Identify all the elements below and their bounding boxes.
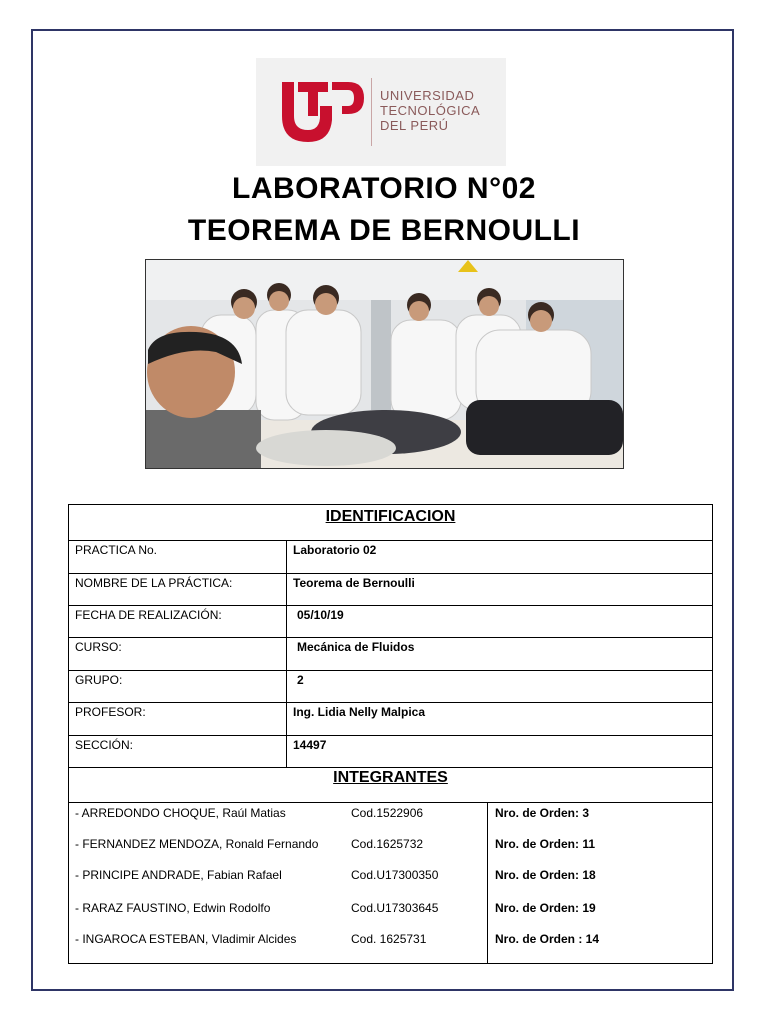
- row-label: FECHA DE REALIZACIÓN:: [75, 608, 222, 622]
- member-name: - ARREDONDO CHOQUE, Raúl Matias: [75, 806, 286, 820]
- member-code: Cod.U17300350: [351, 868, 439, 882]
- members-list: [69, 803, 712, 963]
- identification-header: [69, 505, 712, 541]
- members-header-text: INTEGRANTES: [333, 769, 448, 786]
- member-order: Nro. de Orden : 14: [495, 932, 600, 946]
- row-label: CURSO:: [75, 640, 122, 654]
- cell-divider: [286, 638, 287, 670]
- member-order: Nro. de Orden: 18: [495, 868, 596, 882]
- logo-separator: [371, 78, 372, 146]
- identification-table: [68, 504, 713, 964]
- row-label: SECCIÓN:: [75, 738, 134, 752]
- list-item: [69, 932, 712, 952]
- logo-text: [380, 88, 480, 133]
- logo-line-2: TECNOLÓGICA: [380, 103, 481, 118]
- table-row: [69, 703, 712, 736]
- document-title-line-2: TEOREMA DE BERNOULLI: [187, 214, 581, 247]
- row-value: Mecánica de Fluidos: [297, 640, 415, 654]
- cell-divider: [286, 703, 287, 735]
- cell-divider: [286, 736, 287, 767]
- members-header: [69, 768, 712, 803]
- table-row: [69, 671, 712, 703]
- table-row: [69, 606, 712, 638]
- utp-logo-icon: [278, 76, 368, 148]
- row-label: PRACTICA No.: [75, 543, 158, 557]
- row-label: GRUPO:: [75, 673, 123, 687]
- member-code: Cod.U17303645: [351, 901, 439, 915]
- member-code: Cod. 1625731: [351, 932, 427, 946]
- university-logo: [256, 58, 506, 166]
- row-label: PROFESOR:: [75, 705, 146, 719]
- document-title-line-1: LABORATORIO N°02: [232, 172, 536, 205]
- list-item: [69, 868, 712, 888]
- list-item: [69, 806, 712, 826]
- row-label: NOMBRE DE LA PRÁCTICA:: [75, 576, 233, 590]
- row-value: 14497: [293, 738, 327, 752]
- group-photo: [145, 259, 624, 469]
- table-row: [69, 541, 712, 574]
- table-row: [69, 574, 712, 606]
- list-item: [69, 837, 712, 857]
- logo-line-3: DEL PERÚ: [380, 118, 449, 133]
- list-item: [69, 901, 712, 921]
- member-name: - FERNANDEZ MENDOZA, Ronald Fernando: [75, 837, 319, 851]
- row-value: Laboratorio 02: [293, 543, 377, 557]
- cell-divider: [286, 541, 287, 573]
- member-name: - PRINCIPE ANDRADE, Fabian Rafael: [75, 868, 282, 882]
- row-value: 05/10/19: [297, 608, 344, 622]
- logo-line-1: UNIVERSIDAD: [380, 88, 475, 103]
- table-row: [69, 736, 712, 768]
- member-order: Nro. de Orden: 3: [495, 806, 590, 820]
- identification-header-text: IDENTIFICACION: [325, 508, 456, 525]
- row-value: 2: [297, 673, 304, 687]
- member-order: Nro. de Orden: 11: [495, 837, 596, 851]
- row-value: Teorema de Bernoulli: [293, 576, 415, 590]
- cell-divider: [286, 671, 287, 702]
- member-name: - RARAZ FAUSTINO, Edwin Rodolfo: [75, 901, 271, 915]
- cell-divider: [286, 574, 287, 605]
- member-code: Cod.1625732: [351, 837, 424, 851]
- member-name: - INGAROCA ESTEBAN, Vladimir Alcides: [75, 932, 297, 946]
- table-row: [69, 638, 712, 671]
- member-code: Cod.1522906: [351, 806, 424, 820]
- cell-divider: [286, 606, 287, 637]
- row-value: Ing. Lidia Nelly Malpica: [293, 705, 426, 719]
- member-order: Nro. de Orden: 19: [495, 901, 596, 915]
